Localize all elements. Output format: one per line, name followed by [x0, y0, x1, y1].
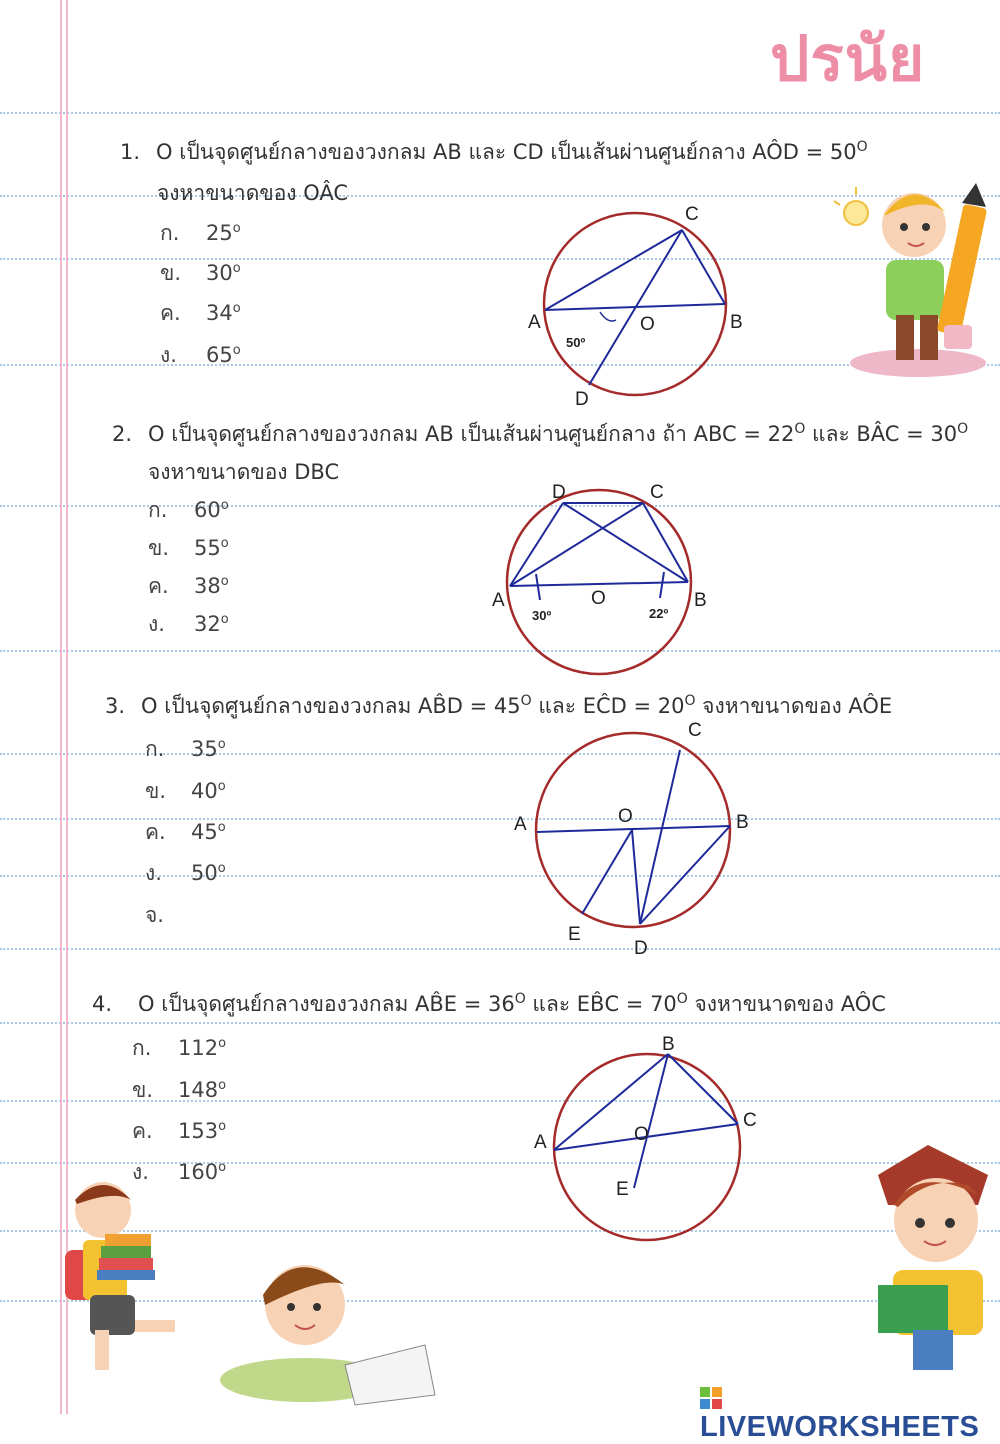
- angle-label: 50º: [566, 335, 586, 350]
- label-A: A: [534, 1132, 547, 1153]
- option-4-b[interactable]: ข. 148$^o$: [132, 1078, 227, 1102]
- diagram-2: [488, 478, 718, 678]
- label-O: O: [634, 1124, 649, 1145]
- question-3-text: 3. O เป็นจุดศูนย์กลางของวงกลม AB̂D = $45^O$ และ EĈD = $20^O$ จงหาขนาดของ AÔE: [105, 693, 893, 718]
- option-2-a[interactable]: ก. 60$^o$: [148, 498, 229, 522]
- diagram-1: [520, 200, 750, 410]
- label-O: O: [618, 806, 633, 827]
- option-4-a[interactable]: ก. 112$^o$: [132, 1036, 227, 1060]
- label-E: E: [568, 924, 581, 945]
- label-C: C: [743, 1110, 757, 1131]
- option-3-a[interactable]: ก. 35$^o$: [145, 737, 226, 761]
- label-C: C: [650, 482, 664, 503]
- liveworksheets-logo: [700, 1378, 1000, 1444]
- label-B: B: [694, 590, 707, 611]
- option-3-e[interactable]: จ.: [145, 903, 164, 927]
- boy-with-pencil-illustration: [826, 165, 998, 380]
- option-3-d[interactable]: ง. 50$^o$: [145, 861, 226, 885]
- label-D: D: [552, 482, 566, 503]
- label-C: C: [685, 204, 699, 225]
- label-A: A: [528, 312, 541, 333]
- label-O: O: [591, 588, 606, 609]
- option-4-c[interactable]: ค. 153$^o$: [132, 1119, 227, 1143]
- label-B: B: [730, 312, 743, 333]
- label-D: D: [575, 389, 589, 410]
- angle-label-A: 30º: [532, 608, 552, 623]
- label-D: D: [634, 938, 648, 959]
- option-3-b[interactable]: ข. 40$^o$: [145, 779, 226, 803]
- option-1-c[interactable]: ค. 34$^o$: [160, 301, 241, 325]
- label-A: A: [492, 590, 505, 611]
- option-1-d[interactable]: ง. 65$^o$: [160, 343, 241, 367]
- option-1-a[interactable]: ก. 25$^o$: [160, 221, 241, 245]
- boy-reading-illustration: [858, 1145, 998, 1380]
- option-2-b[interactable]: ข. 55$^o$: [148, 536, 229, 560]
- question-1-text: [120, 136, 868, 169]
- label-B: B: [736, 812, 749, 833]
- question-number: 1.: [120, 140, 141, 164]
- boy-with-books-illustration: [35, 1170, 210, 1390]
- label-C: C: [688, 720, 702, 741]
- label-E: E: [616, 1179, 629, 1200]
- degree-mark: O: [856, 139, 868, 155]
- diagram-3: [510, 712, 760, 962]
- question-2-text: 2. O เป็นจุดศูนย์กลางของวงกลม AB เป็นเส้นผ่านศูนย์กลาง ถ้า ABC = $22^O$ และ BÂC = $30^O$: [112, 421, 969, 446]
- option-4-d[interactable]: ง. 160$^o$: [132, 1160, 227, 1184]
- option-2-d[interactable]: ง. 32$^o$: [148, 612, 229, 636]
- diagram-4: [530, 1030, 770, 1250]
- question-4-text: 4. O เป็นจุดศูนย์กลางของวงกลม AB̂E = $36^O$ และ EB̂C = $70^O$ จงหาขนาดของ AÔC: [92, 991, 886, 1016]
- liveworksheets-icon: [700, 1384, 722, 1406]
- option-1-b[interactable]: ข. 30$^o$: [160, 261, 241, 285]
- girl-reading-illustration: [195, 1245, 445, 1410]
- label-A: A: [514, 814, 527, 835]
- option-2-c[interactable]: ค. 38$^o$: [148, 574, 229, 598]
- option-3-c[interactable]: ค. 45$^o$: [145, 820, 226, 844]
- label-O: O: [640, 314, 655, 335]
- question-1-line2: จงหาขนาดของ OÂC: [157, 181, 349, 205]
- label-B: B: [662, 1034, 675, 1055]
- angle-label-B: 22º: [649, 606, 669, 621]
- question-text: O เป็นจุดศูนย์กลางของวงกลม AB และ CD เป็นเส้นผ่านศูนย์กลาง AÔD = 50: [156, 140, 857, 164]
- page-title: ปรนัย: [770, 22, 926, 95]
- brand-text: LIVEWORKSHEETS: [700, 1411, 980, 1443]
- question-2-line2: จงหาขนาดของ DBC: [148, 460, 340, 484]
